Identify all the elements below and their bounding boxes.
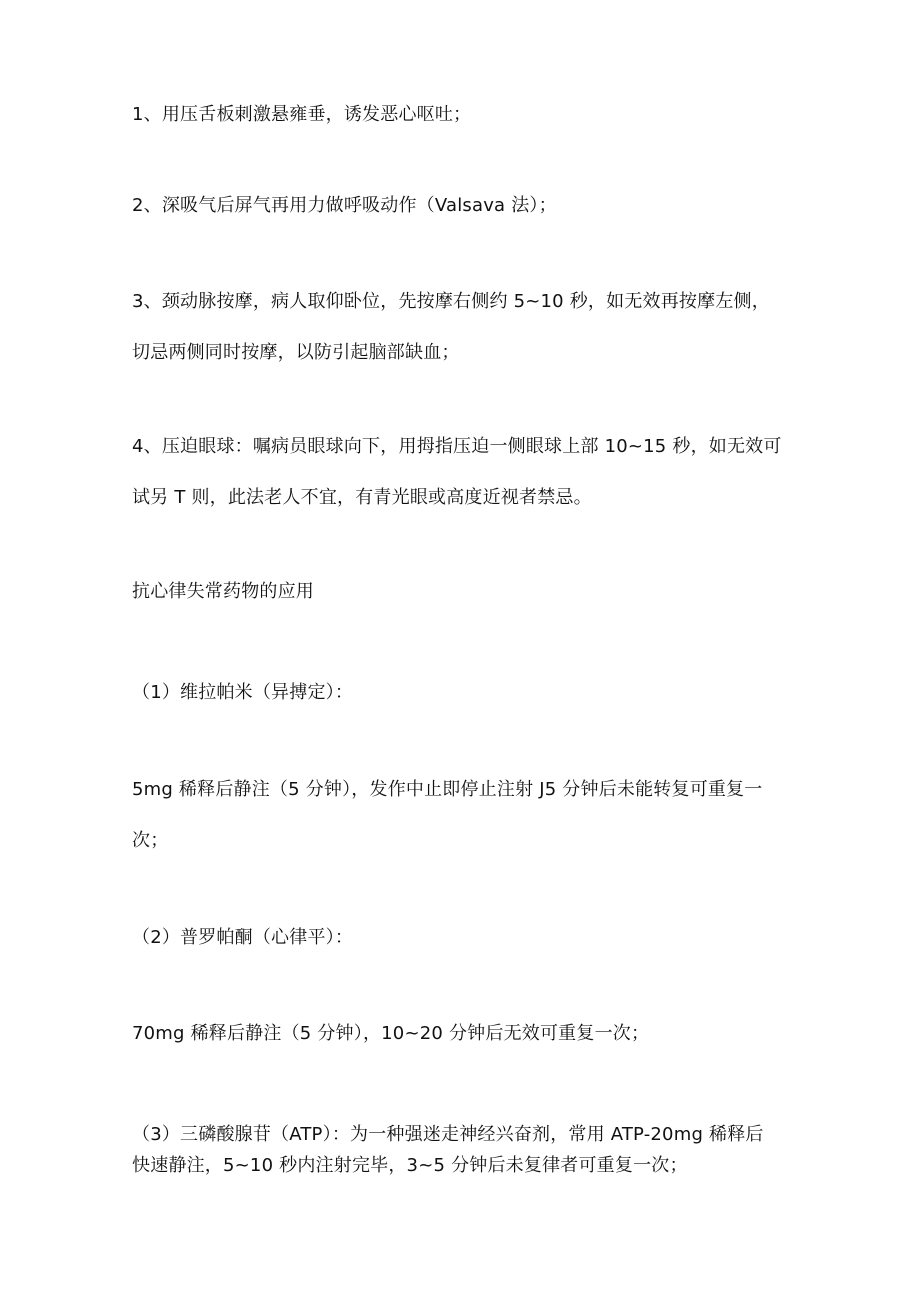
paragraph-item-3-line-1: 3、颈动脉按摩，病人取仰卧位，先按摩右侧约 5~10 秒，如无效再按摩左侧， bbox=[132, 291, 770, 312]
paragraph-item-4-line-2: 试另 T 则，此法老人不宜，有青光眼或高度近视者禁忌。 bbox=[132, 487, 592, 508]
drug-3-text-line-2: 快速静注，5~10 秒内注射完毕，3~5 分钟后未复律者可重复一次； bbox=[132, 1155, 688, 1176]
drug-1-text-line-2: 次； bbox=[132, 830, 169, 851]
drug-2-text: 70mg 稀释后静注（5 分钟），10~20 分钟后无效可重复一次； bbox=[132, 1023, 650, 1044]
section-heading: 抗心律失常药物的应用 bbox=[132, 581, 314, 602]
paragraph-item-2: 2、深吸气后屏气再用力做呼吸动作（Valsava 法）； bbox=[132, 195, 557, 216]
drug-1-title: （1）维拉帕米（异搏定）： bbox=[132, 682, 354, 703]
drug-1-text-line-1: 5mg 稀释后静注（5 分钟），发作中止即停止注射 J5 分钟后未能转复可重复一 bbox=[132, 779, 763, 800]
drug-3-text-line-1: （3）三磷酸腺苷（ATP）：为一种强迷走神经兴奋剂，常用 ATP-20mg 稀释后 bbox=[132, 1124, 764, 1145]
paragraph-item-3-line-2: 切忌两侧同时按摩，以防引起脑部缺血； bbox=[132, 342, 460, 363]
paragraph-item-1: 1、用压舌板刺激悬雍垂，诱发恶心呕吐； bbox=[132, 104, 472, 125]
paragraph-item-4-line-1: 4、压迫眼球：嘱病员眼球向下，用拇指压迫一侧眼球上部 10~15 秒，如无效可 bbox=[132, 436, 782, 457]
drug-2-title: （2）普罗帕酮（心律平）： bbox=[132, 927, 354, 948]
